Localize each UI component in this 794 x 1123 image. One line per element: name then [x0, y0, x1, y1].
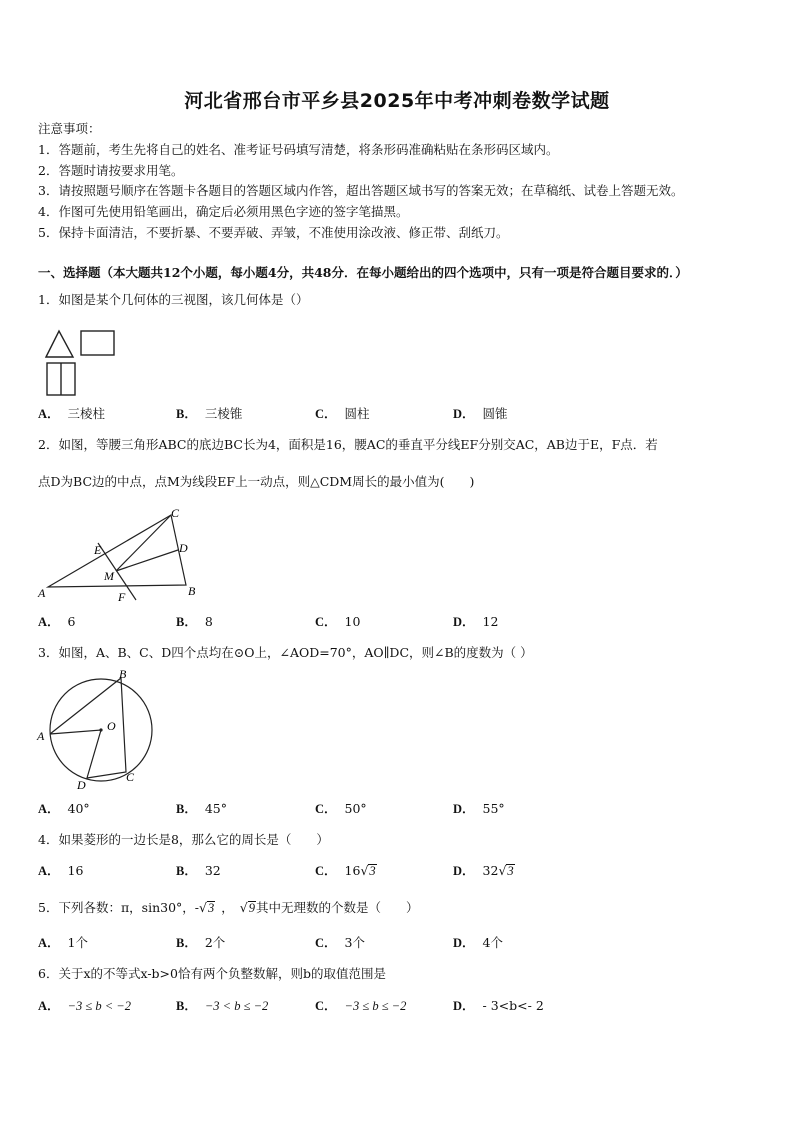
sqrt-symbol: √: [498, 863, 507, 878]
three-views-figure: [44, 327, 120, 401]
sqrt-symbol: √: [360, 863, 369, 878]
section-heading: 一、选择题（本大题共12个小题，每小题4分，共48分．在每小题给出的四个选项中，只有一项是符合题目要求的．）: [38, 265, 688, 280]
svg-text:E: E: [94, 543, 102, 557]
notice-item: 1．答题前，考生先将自己的姓名、准考证号码填写清楚，将条形码准确粘贴在条形码区域内。: [38, 142, 559, 157]
sqrt-symbol: √: [199, 900, 207, 915]
sqrt-symbol: √: [239, 900, 248, 915]
question-5-stem: 5．下列各数：π，sin30°，-√3 ， √9其中无理数的个数是（ ）: [38, 900, 419, 915]
question-4-stem: 4．如果菱形的一边长是8，那么它的周长是（ ）: [38, 832, 329, 847]
q3-option-d[interactable]: D． 55°: [453, 801, 505, 816]
q3-option-a[interactable]: A． 40°: [38, 801, 90, 816]
q4-option-b[interactable]: B． 32: [176, 863, 221, 878]
q6-option-b[interactable]: B． −3 < b ≤ −2: [176, 999, 269, 1013]
q2-option-b[interactable]: B． 8: [176, 614, 213, 629]
notice-item: 3．请按照题号顺序在答题卡各题目的答题区域内作答，超出答题区域书写的答案无效；在草稿纸、试卷上答题无效。: [38, 183, 684, 198]
q2-option-c[interactable]: C． 10: [315, 614, 361, 629]
svg-text:A: A: [37, 729, 45, 743]
page-title: 河北省邢台市平乡县2025年中考冲刺卷数学试题: [184, 90, 610, 112]
svg-text:C: C: [171, 506, 180, 520]
svg-text:B: B: [188, 584, 196, 598]
q3-option-c[interactable]: C． 50°: [315, 801, 367, 816]
triangle-figure: [36, 505, 206, 609]
q4-option-a[interactable]: A． 16: [38, 863, 84, 878]
q2-option-a[interactable]: A． 6: [38, 614, 76, 629]
q1-option-b[interactable]: B． 三棱锥: [176, 406, 243, 421]
q1-option-d[interactable]: D． 圆锥: [453, 406, 508, 421]
question-1-stem: 1．如图是某个几何体的三视图，该几何体是（）: [38, 292, 309, 307]
q4-option-d[interactable]: D． 32√3: [453, 863, 514, 878]
q5-option-a[interactable]: A． 1个: [38, 935, 88, 950]
svg-text:A: A: [38, 586, 46, 600]
q6-option-d[interactable]: D． - 3<b<- 2: [453, 998, 544, 1013]
notice-item: 4．作图可先使用铅笔画出，确定后必须用黑色字迹的签字笔描黑。: [38, 204, 409, 219]
svg-text:F: F: [118, 590, 126, 604]
svg-text:D: D: [179, 541, 188, 555]
notice-heading: 注意事项：: [38, 121, 101, 136]
side-view-rectangle: [81, 331, 114, 355]
circle-figure: [35, 668, 160, 797]
q4-option-c[interactable]: C． 16√3: [315, 863, 376, 878]
q3-option-b[interactable]: B． 45°: [176, 801, 227, 816]
q2-option-d[interactable]: D． 12: [453, 614, 499, 629]
q1-option-a[interactable]: A． 三棱柱: [38, 406, 106, 421]
q6-option-a[interactable]: A． −3 ≤ b < −2: [38, 999, 131, 1013]
q5-option-d[interactable]: D． 4个: [453, 935, 503, 950]
svg-text:C: C: [126, 770, 135, 784]
notice-item: 2．答题时请按要求用笔。: [38, 163, 184, 178]
question-3-stem: 3．如图，A、B、C、D四个点均在⊙O上，∠AOD=70°，AO∥DC，则∠B的度数为（ ）: [38, 645, 533, 660]
svg-text:O: O: [107, 719, 116, 733]
question-6-stem: 6．关于x的不等式x-b>0恰有两个负整数解，则b的取值范围是: [38, 966, 386, 981]
q1-option-c[interactable]: C． 圆柱: [315, 406, 370, 421]
question-2-stem-cont: 点D为BC边的中点，点M为线段EF上一动点，则△CDM周长的最小值为( ): [38, 474, 475, 489]
svg-text:M: M: [104, 569, 114, 583]
q6-option-c[interactable]: C． −3 ≤ b ≤ −2: [315, 999, 407, 1013]
svg-text:B: B: [119, 668, 127, 681]
q5-option-b[interactable]: B． 2个: [176, 935, 226, 950]
question-2-stem: 2．如图，等腰三角形ABC的底边BC长为4，面积是16，腰AC的垂直平分线EF分别交AC，AB边于E，F点．若: [38, 437, 658, 452]
q5-option-c[interactable]: C． 3个: [315, 935, 365, 950]
svg-text:D: D: [77, 778, 86, 792]
front-view-triangle: [46, 331, 73, 357]
notice-item: 5．保持卡面清洁，不要折暴、不要弄破、弄皱，不准使用涂改液、修正带、刮纸刀。: [38, 225, 509, 240]
